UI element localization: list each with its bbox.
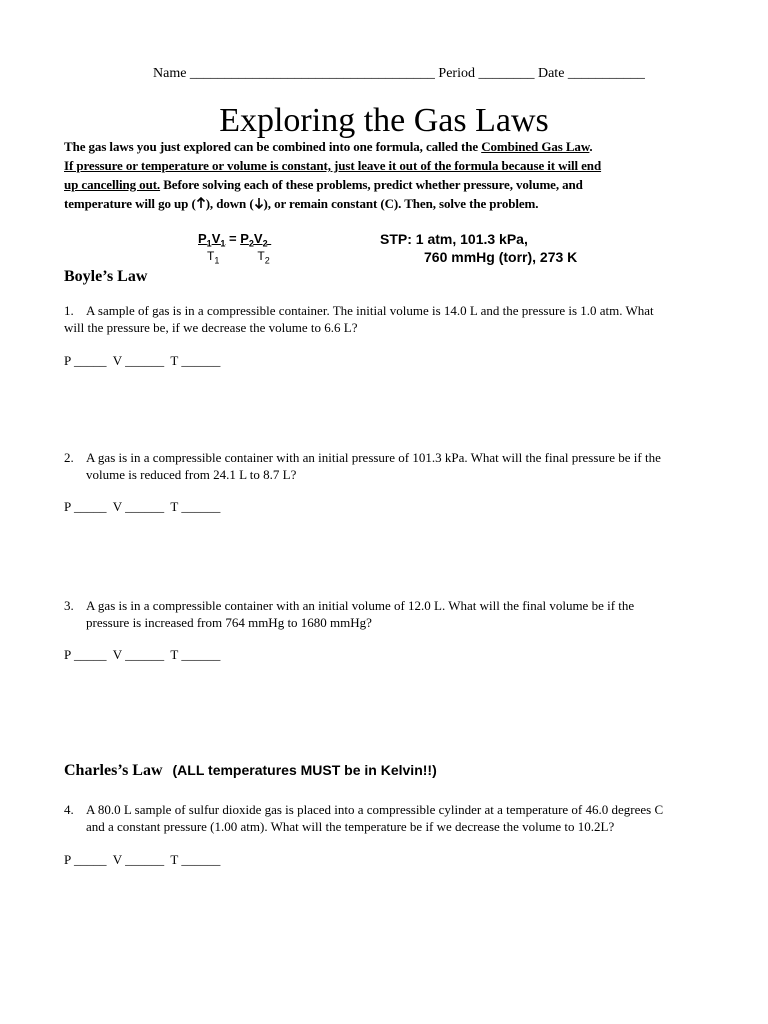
formula-equals: = [225,231,241,246]
intro-text: The gas laws you just explored can be combined into one formula, called the [64,139,482,154]
question-text-line-1: A gas is in a compressible container with an initial pressure of 101.3 kPa. What will the final pressure be if the [86,450,661,465]
constant-note-line-1: If pressure or temperature or volume is constant, just leave it out of the formula because it will end [64,158,602,173]
intro-line-3 [64,177,583,193]
question-4 [64,801,724,835]
up-arrow-icon [196,197,206,209]
constant-note-line-2: up cancelling out. [64,177,161,192]
combined-gas-law-term: Combined Gas Law [481,139,590,154]
question-number: 3. [64,598,74,613]
question-1 [64,302,724,336]
predict-instruction: Before solving each of these problems, predict whether pressure, volume, and [160,177,583,192]
question-3 [64,597,724,631]
prediction-line-4: P _____ V ______ T ______ [64,852,221,867]
intro-line-1 [64,139,593,155]
question-text-line-2: and a constant pressure (1.00 atm). What will the temperature be if we decrease the volume to 10.2L? [86,819,615,834]
prediction-line-2: P _____ V ______ T ______ [64,499,221,514]
boyles-law-heading: Boyle’s Law [64,268,148,285]
direction-text-c: ), or remain constant (C). Then, solve the problem. [263,196,539,211]
charles-law-title: Charles’s Law [64,762,163,779]
intro-period: . [589,139,593,154]
question-number: 2. [64,450,74,465]
formula-p2v2: $P_2V_2$ [240,231,268,249]
question-number: 4. [64,802,74,817]
prediction-line-1: P _____ V ______ T ______ [64,353,221,368]
page-title: Exploring the Gas Laws [219,102,549,139]
question-text-line-1: A gas is in a compressible container with an initial volume of 12.0 L. What will the final volume be if the [86,598,635,613]
combined-gas-law-numerator [198,231,271,249]
kelvin-note: (ALL temperatures MUST be in Kelvin!!) [172,762,437,778]
down-arrow-icon [254,197,264,209]
question-2 [64,449,724,483]
intro-line-4 [64,196,538,212]
question-text-line-2: volume is reduced from 24.1 L to 8.7 L? [86,467,297,482]
direction-text-b: ), down ( [205,196,254,211]
stp-line-2: 760 mmHg (torr), 273 K [424,249,578,265]
charles-law-heading [64,762,437,780]
question-text-line-2: will the pressure be, if we decrease the volume to 6.6 L? [64,320,358,335]
question-text-line-1: A sample of gas is in a compressible container. The initial volume is 14.0 L and the pressure is 1.0 atm. What [86,303,654,318]
formula-p1v1: $P_1V_1$ [198,231,226,249]
name-period-date-line: Name ___________________________________ Period ________ Date ___________ [153,66,645,81]
formula-t2: $T_2$ [257,249,270,266]
direction-text-a: temperature will go up ( [64,196,196,211]
question-text-line-1: A 80.0 L sample of sulfur dioxide gas is placed into a compressible cylinder at a temperature of 46.0 degrees C [86,802,664,817]
combined-gas-law-denominator [207,249,270,265]
question-text-line-2: pressure is increased from 764 mmHg to 1680 mmHg? [86,615,372,630]
formula-t1: $T_1$ [207,249,220,266]
stp-line-1: STP: 1 atm, 101.3 kPa, [380,231,528,247]
question-number: 1. [64,303,74,318]
prediction-line-3: P _____ V ______ T ______ [64,647,221,662]
